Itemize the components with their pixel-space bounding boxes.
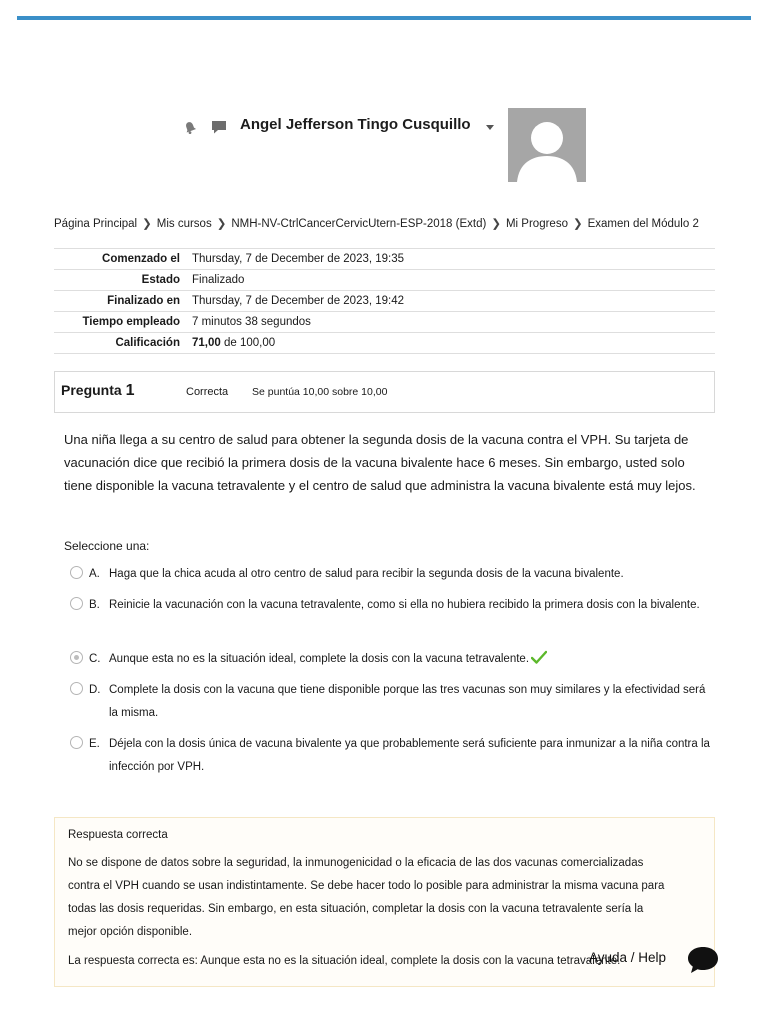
summary-row-state: [54, 270, 715, 291]
answer-option-e[interactable]: [70, 733, 710, 787]
option-letter: C.: [89, 653, 101, 665]
top-accent-bar: [17, 16, 751, 20]
caret-down-icon[interactable]: [486, 125, 494, 130]
summary-value: Thursday, 7 de December de 2023, 19:35: [192, 252, 405, 265]
chevron-right-icon: ❯: [216, 218, 227, 230]
radio-button[interactable]: [70, 682, 83, 695]
bell-icon[interactable]: [182, 119, 198, 135]
radio-button-selected[interactable]: [70, 651, 83, 664]
question-title: [61, 382, 134, 400]
answer-option-c[interactable]: [70, 648, 710, 679]
answer-option-a[interactable]: [70, 563, 710, 594]
breadcrumb-exam[interactable]: Examen del Módulo 2: [587, 218, 699, 230]
breadcrumb-course[interactable]: NMH-NV-CtrlCancerCervicUtern-ESP-2018 (Extd): [231, 218, 487, 230]
grade-score: 71,00: [192, 336, 221, 349]
grade-total: de 100,00: [220, 336, 276, 349]
message-icon[interactable]: [210, 119, 228, 135]
summary-value: [186, 333, 715, 354]
chevron-right-icon: ❯: [572, 218, 583, 230]
breadcrumb-home[interactable]: Página Principal: [54, 218, 138, 230]
correct-answer-text: La respuesta correcta es: Aunque esta no es la situación ideal, complete la dosis con la vacuna tetravalente.: [68, 955, 621, 967]
help-link[interactable]: Ayuda / Help: [589, 950, 667, 965]
option-text: Haga que la chica acuda al otro centro de salud para recibir la segunda dosis de la vacuna bivalente.: [109, 568, 624, 580]
radio-button[interactable]: [70, 736, 83, 749]
summary-label: Finalizado en: [107, 294, 180, 307]
breadcrumb: [54, 216, 699, 230]
radio-button[interactable]: [70, 566, 83, 579]
question-text: Una niña llega a su centro de salud para obtener la segunda dosis de la vacuna contra el VPH. Su tarjeta de vacunación dice que recibió la primera dosis de la vacuna bivalente hace 6 meses. Sin embargo, usted solo tiene disponible la vacuna tetravalente y el centro de salud que administra la vacuna bivalente está muy lejos.: [64, 432, 696, 493]
answer-option-d[interactable]: [70, 679, 710, 733]
option-text: Reinicie la vacunación con la vacuna tetravalente, como si ella no hubiera recibido la primera dosis con la bivalente.: [109, 599, 700, 611]
summary-row-started: [54, 249, 715, 270]
option-letter: D.: [89, 684, 101, 696]
answer-prompt: Seleccione una:: [64, 539, 150, 553]
option-letter: E.: [89, 738, 100, 750]
chevron-right-icon: ❯: [142, 218, 152, 230]
option-text: Aunque esta no es la situación ideal, complete la dosis con la vacuna tetravalente.: [109, 653, 530, 665]
chevron-right-icon: ❯: [491, 218, 501, 230]
option-letter: A.: [89, 568, 100, 580]
question-state: Correcta: [186, 386, 229, 398]
summary-label: Estado: [141, 273, 180, 286]
correct-check-icon: [531, 650, 547, 664]
user-name[interactable]: Angel Jefferson Tingo Cusquillo: [240, 116, 471, 133]
option-text: Complete la dosis con la vacuna que tiene disponible porque las tres vacunas son muy similares y la efectividad será la misma.: [109, 684, 706, 719]
avatar-icon[interactable]: [508, 108, 586, 182]
question-info-box: [54, 371, 715, 413]
breadcrumb-my-courses[interactable]: Mis cursos: [156, 218, 212, 230]
question-label: Pregunta: [61, 382, 122, 398]
question-grade: Se puntúa 10,00 sobre 10,00: [252, 386, 388, 398]
summary-label: Tiempo empleado: [82, 315, 180, 328]
option-text: Déjela con la dosis única de vacuna bivalente ya que probablemente será suficiente para inmunizar a la niña contra la infección por VPH.: [109, 738, 710, 773]
attempt-summary-table: [54, 248, 715, 354]
summary-row-finished: [54, 291, 715, 312]
summary-label: Comenzado el: [102, 252, 180, 265]
summary-value: Finalizado: [192, 273, 245, 286]
feedback-title: Respuesta correcta: [68, 829, 168, 841]
summary-value: Thursday, 7 de December de 2023, 19:42: [192, 294, 405, 307]
radio-button[interactable]: [70, 597, 83, 610]
user-menu-bar: [180, 108, 590, 184]
option-text-wrap: [109, 648, 710, 671]
breadcrumb-progress[interactable]: Mi Progreso: [505, 218, 568, 230]
summary-label: Calificación: [115, 336, 180, 349]
summary-value: 7 minutos 38 segundos: [192, 315, 311, 328]
summary-row-grade: [54, 333, 715, 354]
summary-row-time-taken: [54, 312, 715, 333]
option-letter: B.: [89, 599, 100, 611]
chat-bubble-icon[interactable]: [686, 944, 720, 976]
question-number: 1: [125, 382, 135, 399]
answer-options: [70, 563, 710, 787]
feedback-text: No se dispone de datos sobre la seguridad, la inmunogenicidad o la eficacia de las dos vacunas comercializadas contra el VPH cuando se usan indistintamente. Se debe hacer todo lo posible para administrar la misma vacuna para todas las dosis requeridas. Sin embargo, en esta situación, completar la dosis con la vacuna tetravalente sería la mejor opción disponible.: [68, 857, 665, 938]
answer-option-b[interactable]: [70, 594, 710, 648]
